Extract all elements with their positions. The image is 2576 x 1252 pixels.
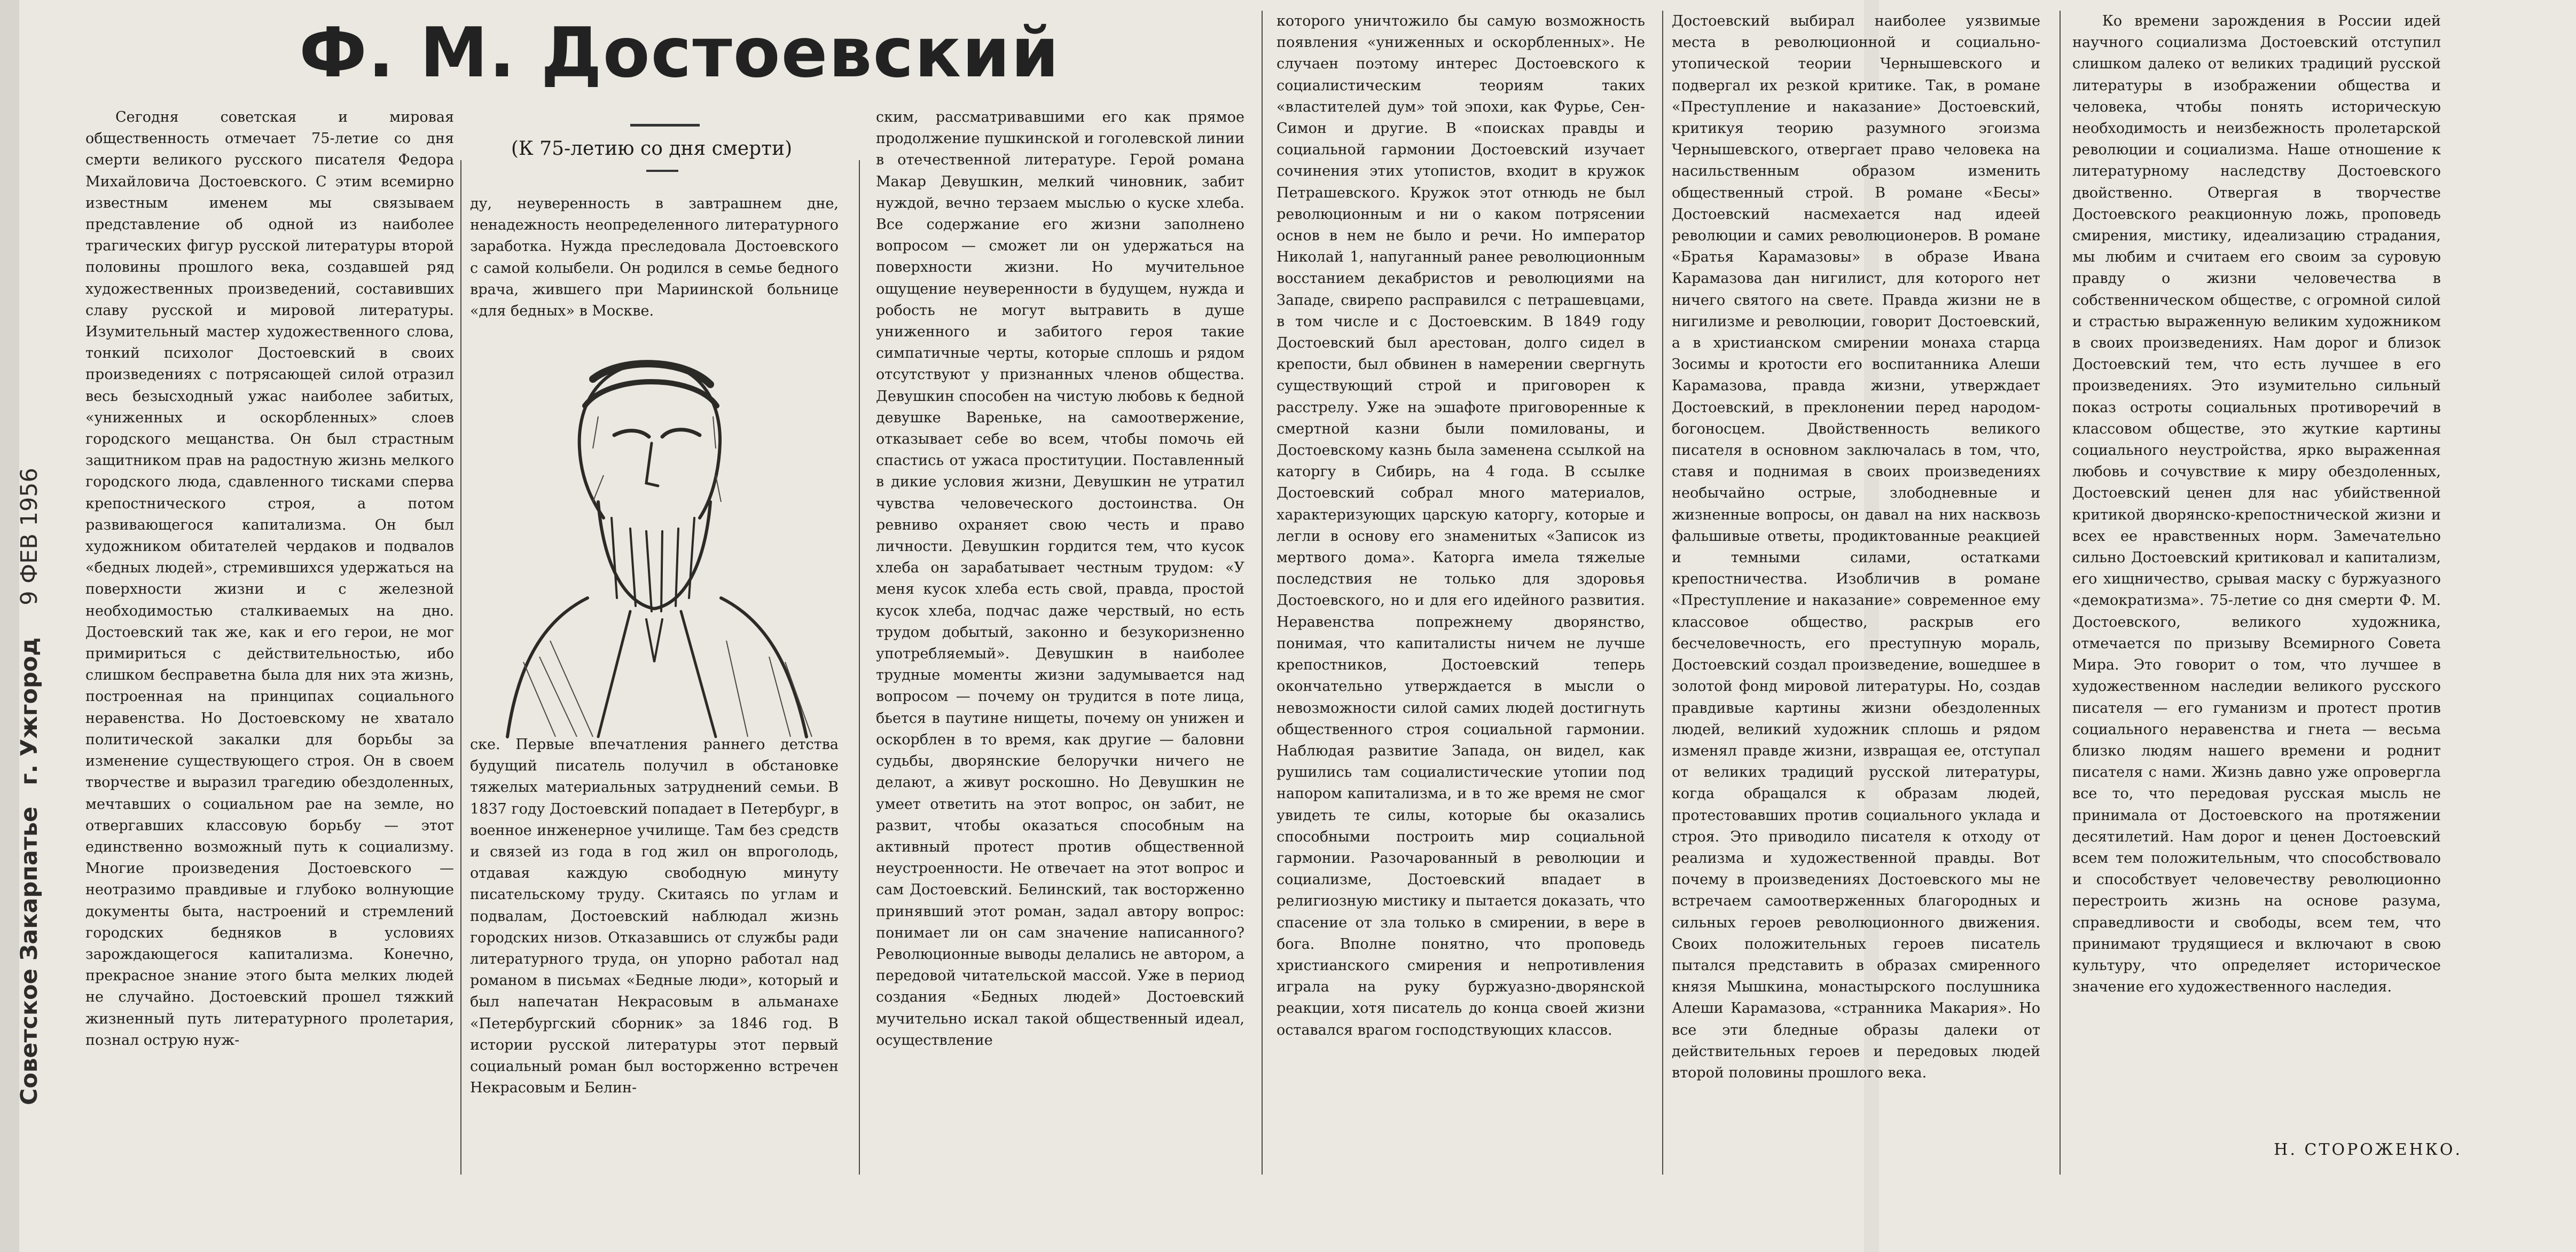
subtitle-rule	[646, 170, 678, 172]
column-rule	[2060, 11, 2061, 1175]
portrait-illustration	[470, 342, 844, 737]
column-rule	[1662, 11, 1663, 1175]
date-stamp: 9 ФЕВ 1956	[16, 468, 43, 605]
newspaper-name: Советское Закарпатье	[16, 806, 43, 1105]
title-rule	[630, 124, 700, 127]
article-subtitle: (К 75-летию со дня смерти)	[511, 138, 793, 160]
masthead-stamp	[16, 468, 43, 1105]
column-rule	[859, 160, 860, 1175]
column-2-top: ду, неуверенность в завтрашнем дне, ненадежность неопределенного литературного заработка. Нужда преследовала Достоевского с самой колыбели. Он родился в семье бедного врача, жившего при Мариинской больнице «для бедных» в Москве.	[470, 195, 839, 320]
column-6: Ко времени зарождения в России идей научного социализма Достоевский отступил слишком далеко от великих традиций русской литературы в изображении общества и человека, чтобы понять историческую необходимость и неизбежность пролетарской революции и социализма. Наше отношение к литературному наследству Достоевского двойственно. Отвергая в творчестве Достоевского реакционную ложь, проповедь смирения, мистику, идеализацию страдания, мы любим и считаем его своим за суровую правду о жизни человечества в собственническом обществе, с огромной силой и страстью выраженную великим художником в своих произведениях. Нам дорог и близок Достоевский тем, что есть лучшее в его произведениях. Это изумительно сильный показ остроты социальных противоречий в классовом обществе, это жуткие картины социального неустройства, ярко выраженная любовь и сочувствие к миру обездоленных, Достоевский ценен для нас убийственной критикой дворянско-крепостнической жизни и всех ее нравственных норм. Замечательно сильно Достоевский критиковал и капитализм, его хищничество, срывая маску с буржуазного «демократизма». 75-летие со дня смерти Ф. М. Достоевского, великого художника, отмечается по призыву Всемирного Совета Мира. Это говорит о том, что лучшее в художественном наследии великого русского писателя — его гуманизм и протест против социального неравенства и гнета — весьма близко людям нашего времени и роднит писателя с нами. Жизнь давно уже опровергла все то, что передовая русская мысль не принимала от Достоевского на протяжении десятилетий. Нам дорог и ценен Достоевский всем тем положительным, что способствовало и способствует человечеству революционно перестроить жизнь на основе разума, справедливости и свободы, всем тем, что принимают трудящиеся и включают в свою культуру, что определяет историческое значение его художественного наследия.	[2072, 13, 2441, 996]
column-1: Сегодня советская и мировая общественность отмечает 75-летие со дня смерти великого русского писателя Федора Михайловича Достоевского. С этим всемирно известным именем мы связываем представление об одной из наиболее трагических фигур русской литературы второй половины прошлого века, создавшей ряд художественных произведений, составивших славу русской и мировой литературы. Изумительный мастер художественного слова, тонкий психолог Достоевский в своих произведениях с потрясающей силой отразил весь безысходный ужас наиболее забитых, «униженных и оскорбленных» слоев городского мещанства. Он был страстным защитником прав на радостную жизнь мелкого городского люда, сдавленного тисками сперва крепостнического строя, а потом развивающегося капитализма. Он был художником обитателей чердаков и подвалов «бедных людей», стремившихся удержаться на поверхности жизни и с железной необходимостью сталкиваемых на дно. Достоевский так же, как и его герои, не мог примириться с действительностью, ибо слишком бесправетна была для них эта жизнь, построенная на принципах социального неравенства. Но Достоевскому не хватало политической закалки для борьбы за изменение существующего строя. Он в своем творчестве и выразил трагедию обездоленных, мечтавших о социальном рае на земле, но отвергавших классовую борьбу — этот единственно возможный путь к социализму. Многие произведения Достоевского — неотразимо правдивые и глубоко волнующие документы быта, настроений и стремлений городских бедняков в условиях зарождающегося капитализма. Конечно, прекрасное знание этого быта мелких людей не случайно. Достоевский прошел тяжкий жизненный путь литературного пролетария, познал острую нуж-	[85, 109, 454, 1049]
column-rule	[1262, 11, 1263, 1175]
article-title: Ф. М. Достоевский	[299, 13, 1060, 93]
column-2-bottom: ске. Первые впечатления раннего детства будущий писатель получил в обстановке тяжелых материальных затруднений семьи. В 1837 году Достоевский попадает в Петербург, в военное инженерное училище. Там без средств и связей из года в год жил он впроголодь, отдавая каждую свободную минуту писательскому труду. Скитаясь по углам и подвалам, Достоевский наблюдал жизнь городских низов. Отказавшись от службы ради литературного труда, он упорно работал над романом в письмах «Бедные люди», который и был напечатан Некрасовым в альманахе «Петербургский сборник» за 1846 год. В истории русской литературы этот первый социальный роман был восторженно встречен Некрасовым и Белин-	[470, 736, 839, 1097]
column-5: Достоевский выбирал наиболее уязвимые места в революционной и социально-утопической теории Чернышевского и подвергал их резкой критике. Так, в романе «Преступление и наказание» Достоевский, критикуя теорию разумного эгоизма Чернышевского, отвергает право человека на насильственным образом изменить общественный строй. В романе «Бесы» Достоевский насмехается над идеей революции и самих революционеров. В романе «Братья Карамазовы» в образе Ивана Карамазова дан нигилист, для которого нет ничего святого на свете. Правда жизни не в нигилизме и революции, говорит Достоевский, а в христианском смирении монаха старца Зосимы и кротости его воспитанника Алеши Карамазова, правда жизни, утверждает Достоевский, в преклонении перед народом-богоносцем. Двойственность великого писателя в основном заключалась в том, что, ставя и поднимая в своих произведениях необычайно острые, злободневные и жизненные вопросы, он давал на них насквозь фальшивые ответы, продиктованные реакцией и темными силами, остатками крепостничества. Изобличив в романе «Преступление и наказание» современное ему классовое общество, раскрыв его бесчеловечность, его преступную мораль, Достоевский создал произведение, вошедшее в золотой фонд мировой литературы. Но, создав правдивые картины жизни обездоленных людей, великий художник сплошь и рядом изменял правде жизни, извращая ее, отступал от великих традиций русской литературы, когда обращался к образам людей, протестовавших против социального уклада и строя. Это приводило писателя к отходу от реализма и художественной правды. Вот почему в произведениях Достоевского мы не встречаем самоотверженных благородных и сильных героев революционного движения. Своих положительных героев писатель пытался представить в образах смиренного князя Мышкина, монастырского послушника Алеши Карамазова, «странника Макария». Но все эти бледные образы далеки от действительных героев и передовых людей второй половины прошлого века.	[1672, 13, 2040, 1081]
column-3: ским, рассматривавшими его как прямое продолжение пушкинской и гоголевской линии в отечественной литературе. Герой романа Макар Девушкин, мелкий чиновник, забит нуждой, вечно терзаем мыслью о куске хлеба. Все содержание его жизни заполнено вопросом — сможет ли он удержаться на поверхности жизни. Но мучительное ощущение неуверенности в будущем, нужда и робость не могут вытравить в душе униженного и забитого героя такие симпатичные черты, которые сплошь и рядом отсутствуют у признанных членов общества. Девушкин способен на чистую любовь к бедной девушке Вареньке, на самоотвержение, отказывает себе во всем, чтобы помочь ей спастись от ужаса проституции. Поставленный в дикие условия жизни, Девушкин не утратил чувства человеческого достоинства. Он ревниво охраняет свою честь и право личности. Девушкин гордится тем, что кусок хлеба он зарабатывает честным трудом: «У меня кусок хлеба есть свой, правда, простой кусок хлеба, подчас даже черствый, но есть трудом добытый, законно и безукоризненно употребляемый». Девушкин в наиболее трудные моменты жизни задумывается над вопросом — почему он трудится в поте лица, бьется в паутине нищеты, почему он унижен и оскорблен в то время, как другие — баловни судьбы, дворянские белоручки ничего не делают, а живут роскошно. Но Девушкин не умеет ответить на этот вопрос, он забит, не развит, чтобы оказаться способным на активный протест против общественной неустроенности. Не отвечает на этот вопрос и сам Достоевский. Белинский, так восторженно принявший этот роман, задал автору вопрос: понимает ли он сам значение написанного? Революционные выводы делались не автором, а передовой читательской массой. Уже в период создания «Бедных людей» Достоевский мучительно искал такой общественный идеал, осуществление	[876, 109, 1244, 1049]
city-name: г. Ужгород	[16, 637, 43, 785]
author-signature: Н. СТОРОЖЕНКО.	[2274, 1140, 2462, 1159]
column-rule	[460, 160, 461, 1175]
column-4: которого уничтожило бы самую возможность появления «униженных и оскорбленных». Не случаен поэтому интерес Достоевского к социалистическим теориям таких «властителей дум» той эпохи, как Фурье, Сен-Симон и другие. В «поисках правды и социальной гармонии Достоевский изучает сочинения этих утопистов, входит в кружок Петрашевского. Кружок этот отнюдь не был революционным и ни о каком потрясении основ в нем не было и речи. Но император Николай 1, напуганный ранее революционным восстанием декабристов и революциями на Западе, свирепо расправился с петрашевцами, в том числе и с Достоевским. В 1849 году Достоевский был арестован, долго сидел в крепости, был обвинен в намерении свергнуть существующий строй и приговорен к расстрелу. Уже на эшафоте приговоренные к смертной казни были помилованы, и Достоевскому казнь была заменена ссылкой на каторгу в Сибирь, на 4 года. В ссылке Достоевский собрал много материалов, характеризующих царскую каторгу, которые и легли в основу его знаменитых «Записок из мертвого дома». Каторга имела тяжелые последствия не только для здоровья Достоевского, но и для его идейного развития. Неравенства попрежнему дворянство, понимая, что капиталисты ничем не лучше крепостников, Достоевский теперь окончательно утверждается в мысли о невозможности силой самих людей достигнуть общественного строя социальной гармонии. Наблюдая развитие Запада, он видел, как рушились там социалистические утопии под напором капитализма, и в то же время не смог увидеть те силы, которые бы оказались способными построить мир социальной гармонии. Разочарованный в революции и социализме, Достоевский впадает в религиозную мистику и пытается доказать, что спасение от зла только в смирении, в вере в бога. Вполне понятно, что проповедь христианского смирения и непротивления играла на руку буржуазно-дворянской реакции, хотя писатель до конца своей жизни оставался врагом господствующих классов.	[1277, 13, 1645, 1038]
